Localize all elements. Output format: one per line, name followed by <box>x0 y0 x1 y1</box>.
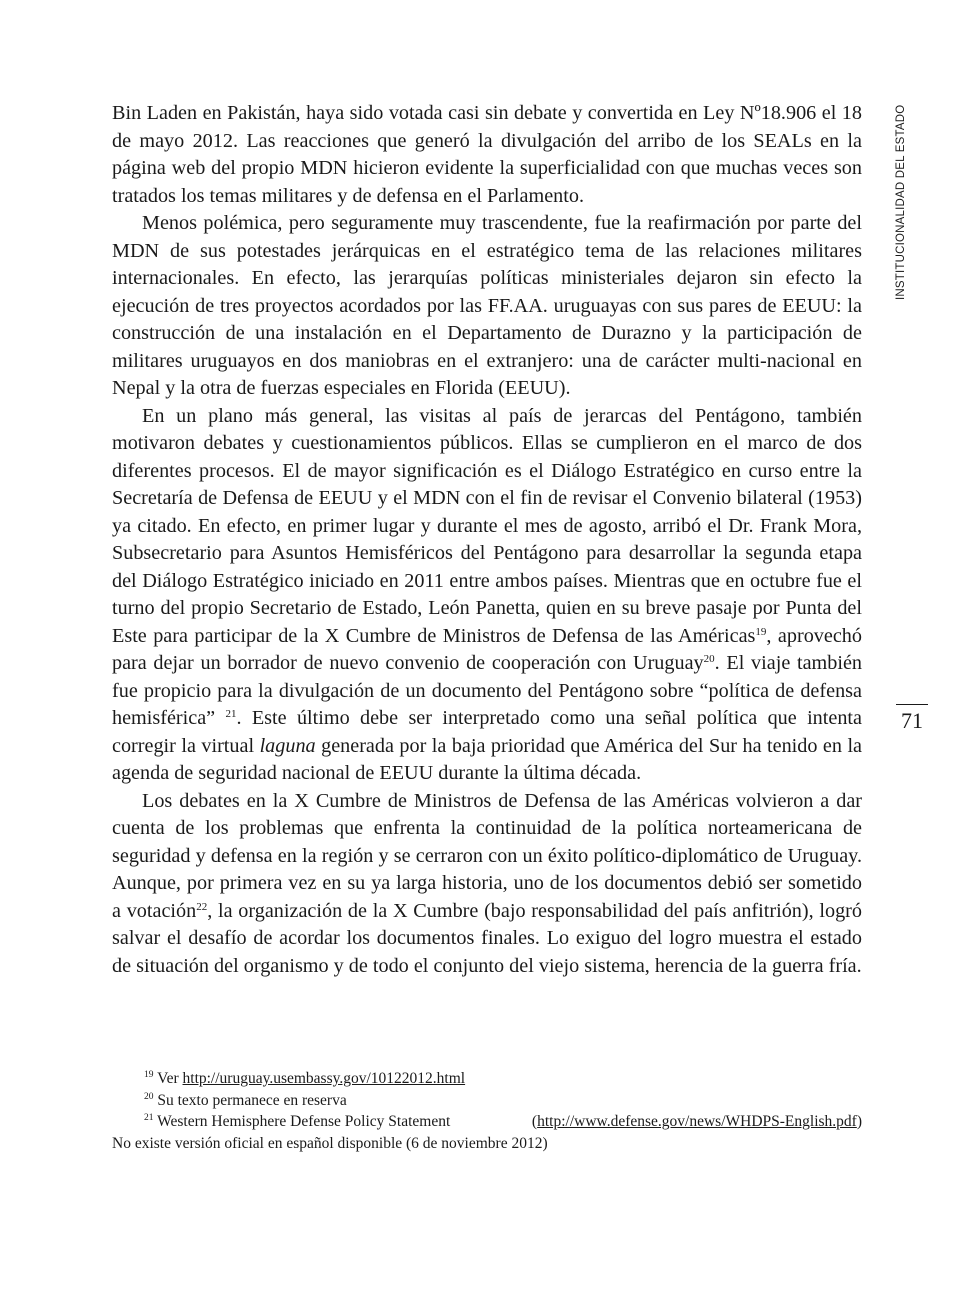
footnote-19-link[interactable]: http://uruguay.usembassy.gov/10122012.html <box>182 1070 466 1087</box>
page-number-rule <box>896 704 928 705</box>
footnote-19 <box>112 1068 862 1090</box>
paragraph-3-emphasis: laguna <box>259 734 316 757</box>
footnote-21-continuation: No existe versión oficial en español disponible (6 de noviembre 2012) <box>112 1134 548 1152</box>
footnote-20-text: Su texto permanece en reserva <box>157 1091 347 1109</box>
page-number: 71 <box>901 708 923 733</box>
section-side-label: INSTITUCIONALIDAD DEL ESTADO <box>895 104 907 300</box>
footnote-ref-21[interactable]: 21 <box>225 708 237 720</box>
paragraph-2-text: Menos polémica, pero seguramente muy trascendente, fue la reafirmación por parte del MDN de sus potestades jerárquicas en el estratégico tema de las relaciones militares internacionales. En efecto, las jerarquías políticas ministeriales dejaron sin efecto la ejecución de tres proyectos acordados por las FF.AA. uruguayas con sus pares de EEUU: la construcción de una instalación en el Departamento de Durazno y la participación de militares uruguayos en dos maniobras en el extranjero: una de carácter multi-nacional en Nepal y la otra de fuerzas especiales en Florida (EEUU). <box>112 212 862 399</box>
body-text <box>112 100 862 980</box>
footnote-21-left <box>144 1111 450 1133</box>
footnote-21-text: Western Hemisphere Defense Policy Statement <box>157 1113 451 1131</box>
footnote-21-open-paren: ( <box>531 1113 538 1131</box>
paragraph-3-text-c: . El viaje también fue propicio para la divulgación de un documento del Pentágono sobre “política de defensa hemisférica” <box>112 652 863 729</box>
paragraph-4-text-a: Los debates en la X Cumbre de Ministros de Defensa de las Américas volvieron a dar cuenta de los problemas que enfrenta la continuidad de la política norteamericana de seguridad y defensa en la región y se cerraron con un éxito político-diplomático de Uruguay. Aunque, por primera vez en su ya larga historia, uno de los documentos debió ser sometido a votación <box>112 789 862 922</box>
paragraph-3-text-e: generada por la baja prioridad que América del Sur ha tenido en la agenda de seguridad nacional de EEUU durante la última década. <box>112 734 863 784</box>
footnotes <box>112 1068 862 1154</box>
footnote-19-number: 19 <box>144 1070 154 1080</box>
paragraph-3 <box>112 403 862 788</box>
footnote-21-close-paren: ) <box>856 1113 862 1131</box>
paragraph-3-text-a: En un plano más general, las visitas al país de jerarcas del Pentágono, también motivaron debates y cuestionamientos públicos. Ellas se cumplieron en el marco de dos diferentes procesos. El de mayor significación es el Diálogo Estratégico en curso entre la Secretaría de Defensa de EEUU y el MDN con el fin de revisar el Convenio bilateral (1953) ya citado. En efecto, en primer lugar y durante el mes de agosto, arribó el Dr. Frank Mora, Subsecretario para Asuntos Hemisféricos del Pentágono para desarrollar la segunda etapa del Diálogo Estratégico iniciado en 2011 entre ambos países. Mientras que en octubre fue el turno del propio Secretario de Estado, León Panetta, quien en su breve pasaje por Punta del Este para participar de la X Cumbre de Ministros de Defensa de las Américas <box>112 404 862 647</box>
paragraph-4 <box>112 788 862 981</box>
paragraph-1 <box>112 100 862 210</box>
footnote-21-link[interactable]: http://www.defense.gov/news/WHDPS-English.pdf <box>537 1113 857 1131</box>
footnote-ref-22[interactable]: 22 <box>196 900 208 913</box>
footnote-21-number: 21 <box>144 1113 154 1124</box>
footnote-ref-20[interactable]: 20 <box>703 653 715 665</box>
footnote-20 <box>112 1090 862 1112</box>
footnote-21-right <box>532 1111 862 1133</box>
paragraph-3-text-b: , aprovechó para dejar un borrador de nuevo convenio de cooperación con Uruguay <box>112 624 862 674</box>
paragraph-4-text-b: , la organización de la X Cumbre (bajo responsabilidad del país anfitrión), logró salvar el desafío de acordar los documentos finales. Lo exiguo del logro muestra el estado de situación del organismo y de todo el conjunto del viejo sistema, herencia de la guerra fría. <box>112 899 863 977</box>
paragraph-3-text-d: . Este último debe ser interpretado como una señal política que intenta corregir la virtual <box>112 707 863 757</box>
footnote-21 <box>112 1111 862 1133</box>
paragraph-2 <box>112 210 862 403</box>
paragraph-1-text: Bin Laden en Pakistán, haya sido votada casi sin debate y convertida en Ley Nº18.906 el 18 de mayo 2012. Las reacciones que generó la divulgación del arribo de los SEALs en la página web del propio MDN hicieron evidente la superficialidad con que muchas veces son tratados los temas militares y de defensa en el Parlamento. <box>112 102 862 207</box>
footnote-ref-19[interactable]: 19 <box>755 625 767 638</box>
footnote-19-text: Ver <box>157 1070 183 1087</box>
footnote-20-number: 20 <box>144 1091 154 1102</box>
